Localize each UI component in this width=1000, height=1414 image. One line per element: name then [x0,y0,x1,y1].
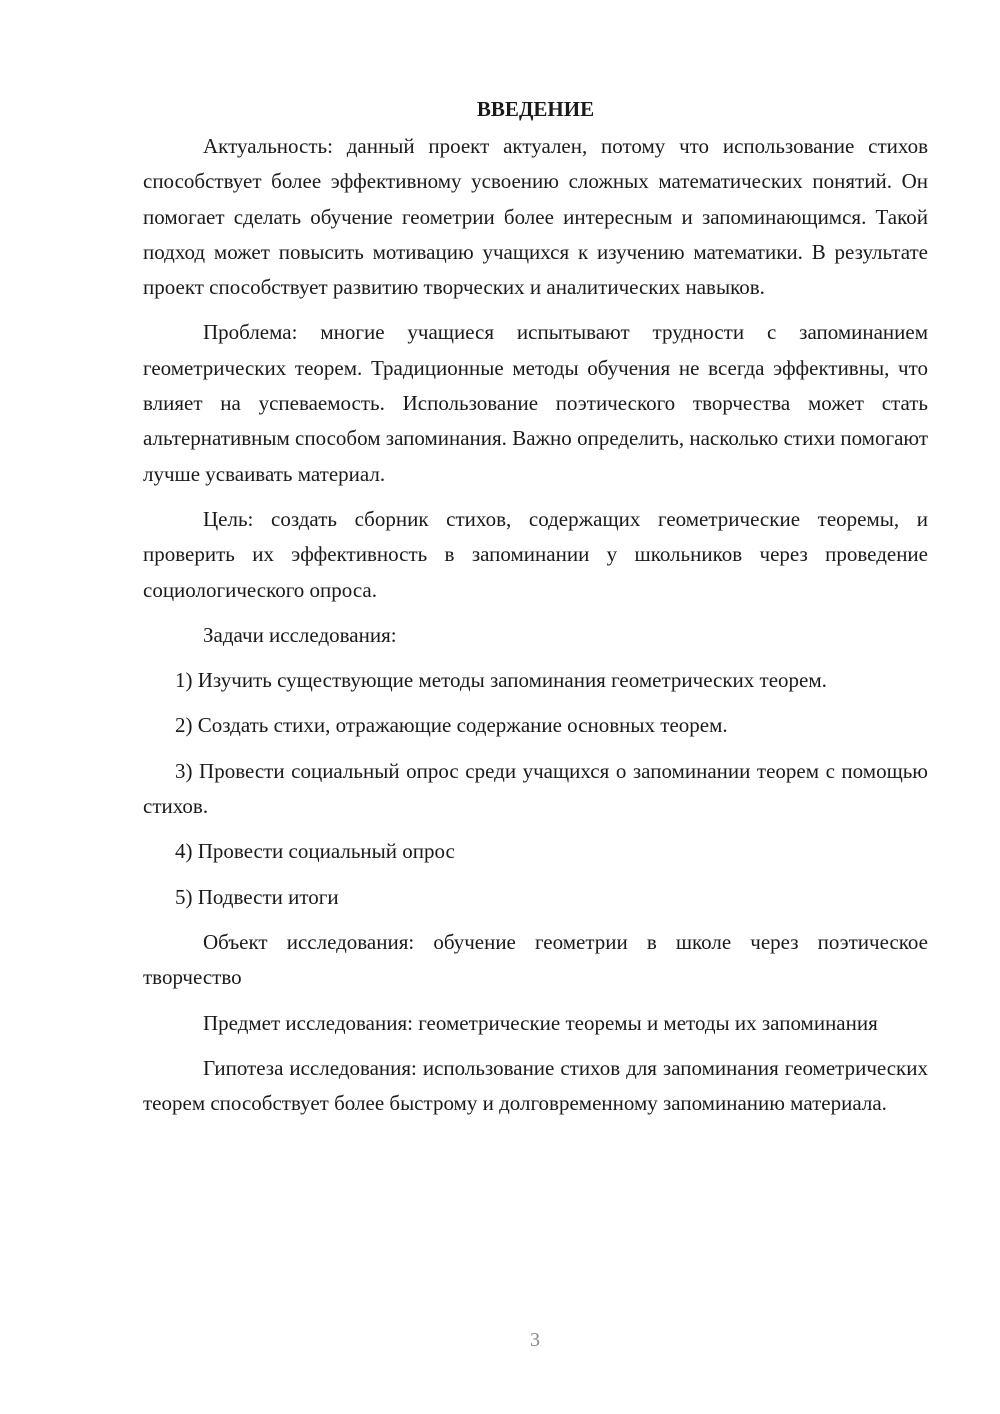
task-item: 2) Создать стихи, отражающие содержание основных теорем. [175,713,728,738]
relevance-paragraph: Актуальность: данный проект актуален, потому что использование стихов способствует более эффективному усвоению сложных математических понятий. Он помогает сделать обучение геометрии более интересным и запоминающимся. Такой подход может повысить мотивацию учащихся к изучению математики. В результате проект способствует развитию творческих и аналитических навыков. [143,134,928,300]
tasks-heading: Задачи исследования: [203,622,397,647]
hypothesis-paragraph: Гипотеза исследования: использование стихов для запоминания геометрических теорем способствует более быстрому и долговременному запоминанию материала. [143,1055,928,1116]
task-item: 1) Изучить существующие методы запоминания геометрических теорем. [175,668,827,693]
problem-paragraph: Проблема: многие учащиеся испытывают трудности с запоминанием геометрических теорем. Традиционные методы обучения не всегда эффективны, что влияет на успеваемость. Использование поэтического творчества может стать альтернативным способом запоминания. Важно определить, насколько стихи помогают лучше усваивать материал. [143,320,928,486]
task-item: 4) Провести социальный опрос [175,839,455,864]
section-title: ВВЕДЕНИЕ [476,97,595,121]
subject-paragraph: Предмет исследования: геометрические теоремы и методы их запоминания [203,1010,878,1035]
document-page [143,92,928,1131]
goal-paragraph: Цель: создать сборник стихов, содержащих геометрические теоремы, и проверить их эффективность в запоминании у школьников через проведение социологического опроса. [143,506,928,602]
task-item: 3) Провести социальный опрос среди учащихся о запоминании теорем с помощью стихов. [143,758,928,819]
page-number: 3 [530,1329,540,1351]
task-item: 5) Подвести итоги [175,884,339,909]
object-paragraph: Объект исследования: обучение геометрии в школе через поэтическое творчество [143,929,928,990]
